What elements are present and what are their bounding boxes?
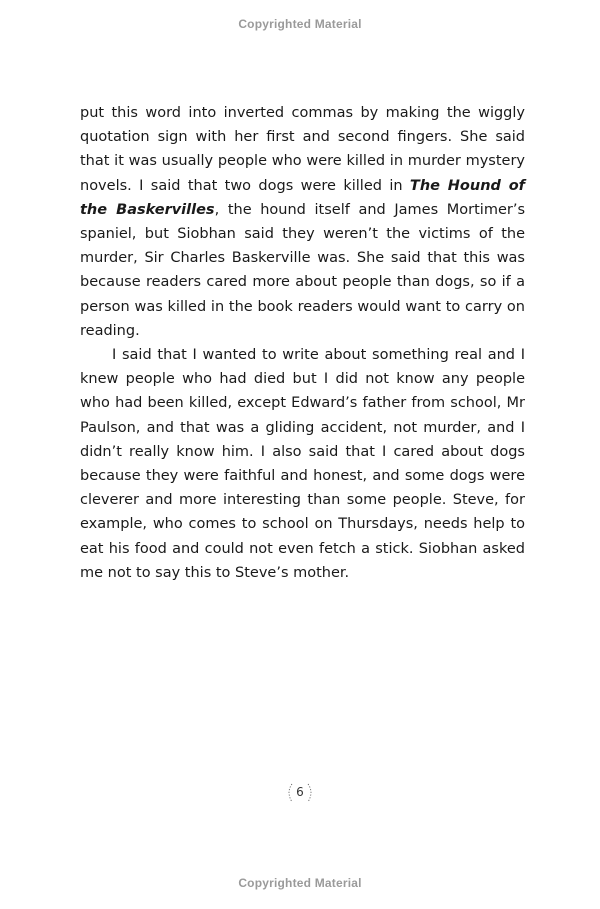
book-title-emphasis: The Hound of the Baskervilles — [80, 177, 525, 218]
page-number-footer — [280, 778, 320, 808]
page-number: 6 — [296, 785, 304, 799]
paragraph-1-text-before: put this word into inverted commas by making the wiggly quotation sign with her first and second fingers. She said that it was usually people who were killed in murder mystery novels. I said that two dogs were killed in — [80, 105, 525, 194]
paragraph-1 — [80, 101, 525, 343]
paragraph-2: I said that I wanted to write about something real and I knew people who had died but I did not know any people who had been killed, except Edward’s father from school, Mr Paulson, and that was a gliding accident, not murder, and I didn’t really know him. I also said that I cared about dogs because they were faithful and honest, and some dogs were cleverer and more interesting than some people. Steve, for example, who comes to school on Thursdays, needs help to eat his food and could not even fetch a stick. Siobhan asked me not to say this to Steve’s mother. — [80, 347, 525, 581]
copyright-watermark-bottom: Copyrighted Material — [238, 876, 362, 890]
body-text — [80, 101, 525, 585]
copyright-watermark-top: Copyrighted Material — [238, 17, 362, 31]
paragraph-1-text-after: , the hound itself and James Mortimer’s spaniel, but Siobhan said they weren’t the victims of the murder, Sir Charles Baskerville was. She said that this was because readers cared more about people than dogs, so if a person was killed in the book readers would want to carry on reading. — [80, 201, 525, 339]
